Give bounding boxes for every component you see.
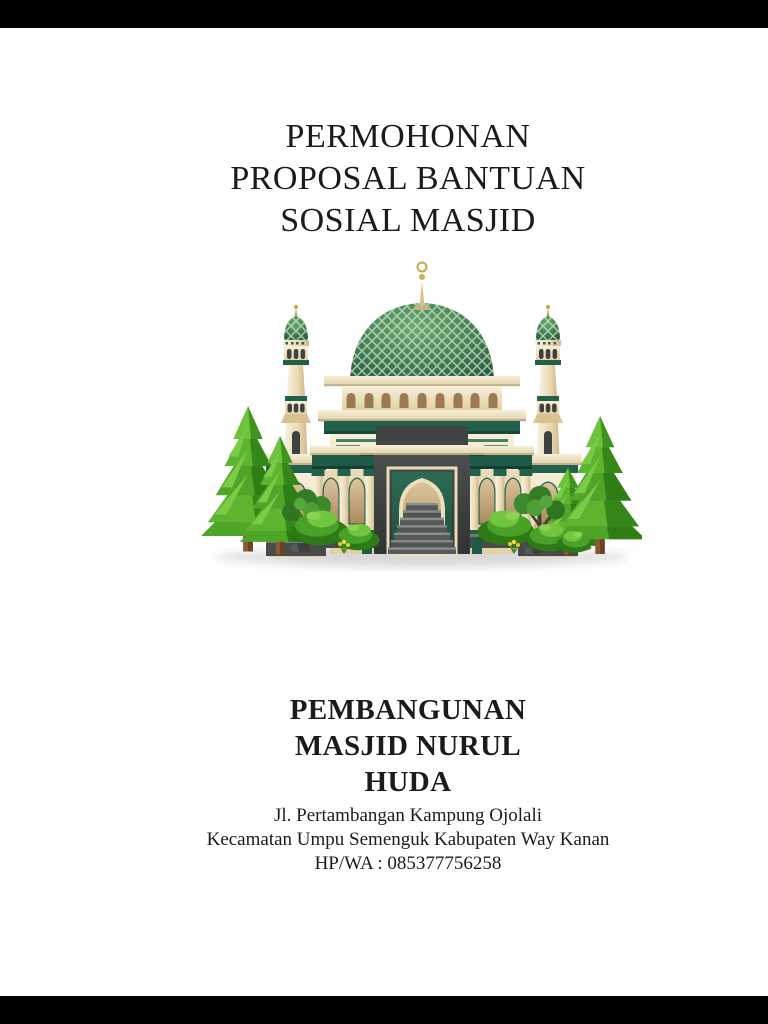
mosque-name-heading bbox=[48, 692, 768, 800]
title-line-3: SOSIAL MASJID bbox=[280, 202, 536, 239]
mosque-illustration bbox=[202, 256, 642, 576]
dome-finial bbox=[419, 282, 425, 310]
subtitle-line-1: PEMBANGUNAN bbox=[289, 694, 527, 726]
address-block bbox=[48, 804, 768, 876]
address-phone: HP/WA : 085377756258 bbox=[314, 853, 502, 874]
letterbox-bottom bbox=[0, 996, 768, 1024]
subtitle-line-3: HUDA bbox=[364, 766, 452, 798]
dome-drum bbox=[342, 386, 502, 410]
title-line-1: PERMOHONAN bbox=[285, 118, 531, 155]
crescent-icon bbox=[418, 263, 427, 272]
page-title bbox=[48, 116, 768, 242]
left-minaret bbox=[281, 305, 311, 469]
mosque-svg bbox=[202, 256, 642, 576]
title-line-2: PROPOSAL BANTUAN bbox=[230, 160, 586, 197]
subtitle-line-2: MASJID NURUL bbox=[294, 730, 522, 762]
address-street: Jl. Pertambangan Kampung Ojolali bbox=[273, 805, 543, 826]
dome bbox=[318, 263, 526, 435]
letterbox-top bbox=[0, 0, 768, 28]
address-district: Kecamatan Umpu Semenguk Kabupaten Way Kanan bbox=[206, 829, 610, 850]
entrance-portal bbox=[360, 426, 484, 554]
right-minaret bbox=[533, 305, 563, 469]
